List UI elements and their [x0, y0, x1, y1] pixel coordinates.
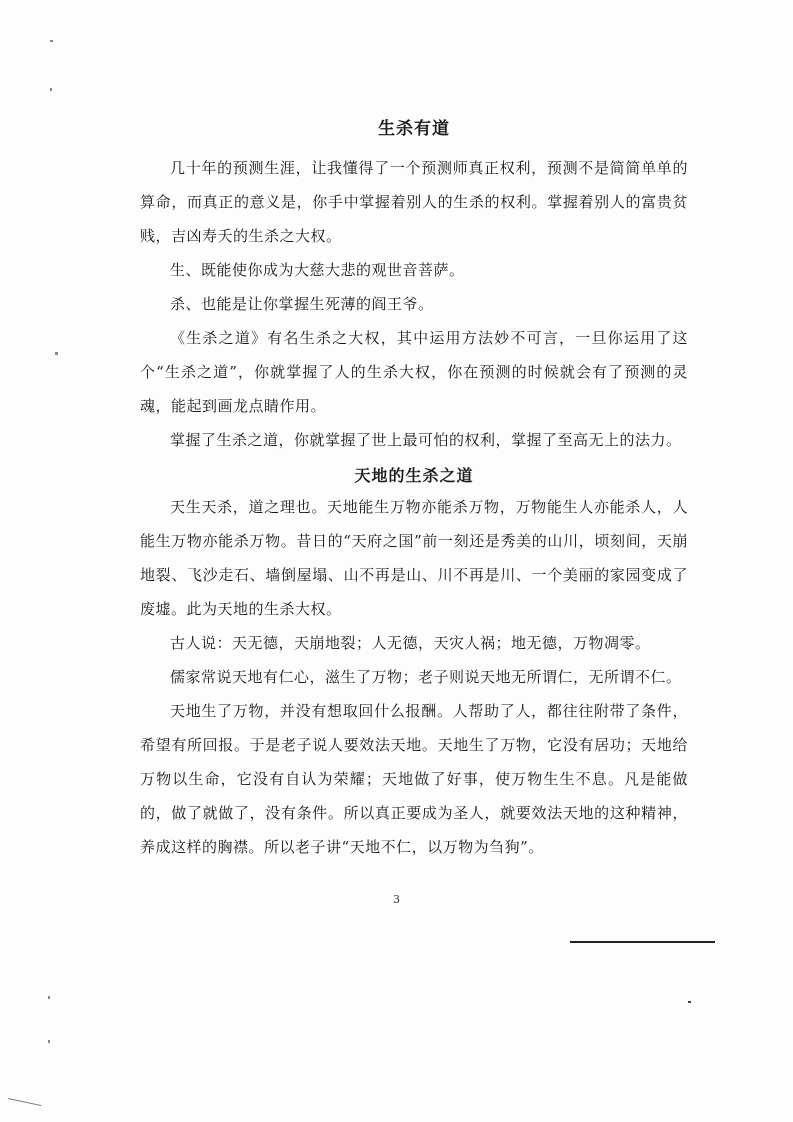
- paragraph: 杀、也能是让你掌握生死薄的阎王爷。: [170, 295, 434, 313]
- document-body: [140, 114, 688, 864]
- paragraph: 生、既能使你成为大慈大悲的观世音菩萨。: [170, 261, 465, 279]
- scan-speck: [55, 352, 58, 355]
- scan-speck: [688, 1001, 691, 1003]
- scan-speck: [48, 996, 50, 999]
- page-title: 生杀有道: [378, 119, 450, 139]
- section-heading: 天地的生杀之道: [354, 466, 474, 485]
- scan-corner-stroke: [8, 1098, 41, 1106]
- paragraph: 天生天杀，道之理也。天地能生万物亦能杀万物，万物能生人亦能杀人，人能生万物亦能杀万物。昔日的“天府之国”前一刻还是秀美的山川，顷刻间，天崩地裂、飞沙走石、墙倒屋塌、山不再是山、川不再是川、一个美丽的家园变成了废墟。此为天地的生杀大权。: [140, 498, 688, 618]
- scan-rule-line: [570, 941, 715, 943]
- page-number: 3: [393, 893, 400, 906]
- paragraph: 古人说：天无德，天崩地裂；人无德，天灾人祸；地无德，万物凋零。: [170, 634, 651, 652]
- scan-speck: [50, 40, 53, 42]
- paragraph: 天地生了万物，并没有想取回什么报酬。人帮助了人，都往往附带了条件，希望有所回报。于是老子说人要效法天地。天地生了万物，它没有居功；天地给万物以生命，它没有自认为荣耀；天地做了好事，使万物生生不息。凡是能做的，做了就做了，没有条件。所以真正要成为圣人，就要效法天地的这种精神，养成这样的胸襟。所以老子讲“天地不仁，以万物为刍狗”。: [140, 702, 688, 856]
- paragraph: 掌握了生杀之道，你就掌握了世上最可怕的权利，掌握了至高无上的法力。: [170, 431, 682, 449]
- scan-speck: [48, 1040, 50, 1043]
- paragraph: 《生杀之道》有名生杀之大权，其中运用方法妙不可言，一旦你运用了这个“生杀之道”，你就掌握了人的生杀大权，你在预测的时候就会有了预测的灵魂，能起到画龙点睛作用。: [140, 329, 688, 415]
- scan-speck: [50, 88, 52, 91]
- paragraph: 儒家常说天地有仁心，滋生了万物；老子则说天地无所谓仁，无所谓不仁。: [170, 668, 682, 686]
- paragraph: 几十年的预测生涯，让我懂得了一个预测师真正权利，预测不是简简单单的算命，而真正的意义是，你手中掌握着别人的生杀的权利。掌握着别人的富贵贫贱，吉凶寿夭的生杀之大权。: [140, 159, 688, 245]
